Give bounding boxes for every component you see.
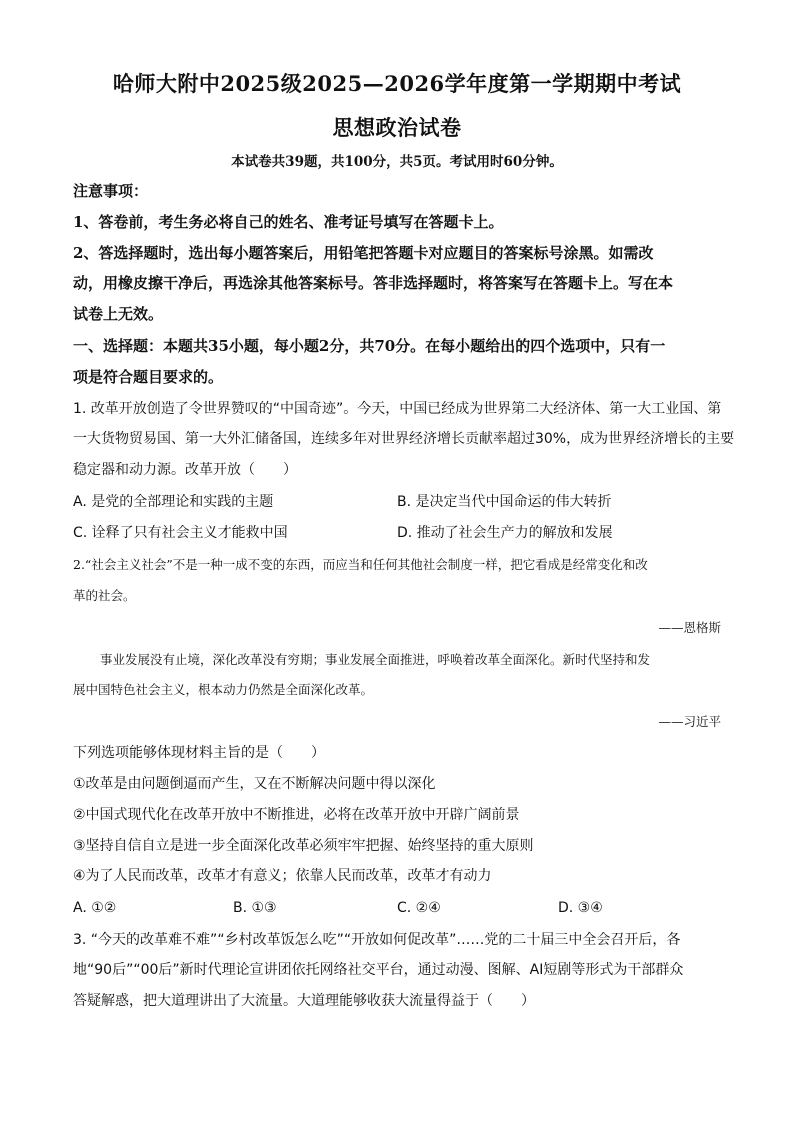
question-2-option-c: C. ②④ (397, 900, 441, 916)
question-2-attribution-1: ——恩格斯 (658, 620, 721, 635)
question-2-option-b: B. ①③ (233, 900, 277, 916)
question-2-quote-1-line-2: 革的社会。 (73, 588, 136, 603)
question-2-statement-2: ②中国式现代化在改革开放中不断推进，必将在改革开放中开辟广阔前景 (73, 807, 520, 823)
question-2-attribution-2: ——习近平 (658, 714, 721, 729)
question-2-quote-1-line-1: 2.“社会主义社会”不是一种一成不变的东西，而应当和任何其他社会制度一样，把它看成是经常变化和改 (73, 557, 648, 572)
question-1-line-3: 稳定器和动力源。改革开放（ ） (73, 462, 297, 478)
notes-item-2-line-1: 2、答选择题时，选出每小题答案后，用铅笔把答题卡对应题目的答案标号涂黑。如需改 (73, 244, 654, 262)
question-2-statement-1: ①改革是由问题倒逼而产生，又在不断解决问题中得以深化 (73, 776, 436, 792)
question-1-line-2: 一大货物贸易国、第一大外汇储备国，连续多年对世界经济增长贡献率超过30%，成为世界经济增长的主要 (73, 431, 735, 447)
exam-info: 本试卷共39题，共100分，共5页。考试用时60分钟。 (231, 154, 563, 170)
question-2-stem: 下列选项能够体现材料主旨的是（ ） (73, 745, 325, 761)
question-1-line-1: 1. 改革开放创造了令世界赞叹的“中国奇迹”。今天，中国已经成为世界第二大经济体、第一大工业国、第 (73, 401, 722, 417)
question-1-option-c: C. 诠释了只有社会主义才能救中国 (73, 525, 288, 541)
question-3-line-2: 地“90后”“00后”新时代理论宣讲团依托网络社交平台，通过动漫、图解、AI短剧等形式为干部群众 (73, 962, 684, 978)
question-2-quote-2-line-1: 事业发展没有止境，深化改革没有穷期；事业发展全面推进，呼唤着改革全面深化。新时代坚持和发 (100, 652, 651, 667)
notes-item-2-line-2: 动，用橡皮擦干净后，再选涂其他答案标号。答非选择题时，将答案写在答题卡上。写在本 (73, 274, 674, 292)
question-2-option-d: D. ③④ (558, 900, 603, 916)
notes-item-1: 1、答卷前，考生务必将自己的姓名、准考证号填写在答题卡上。 (73, 213, 504, 231)
section-1-heading-line-1: 一、选择题：本题共35小题，每小题2分，共70分。在每小题给出的四个选项中，只有一 (73, 337, 666, 355)
notes-heading: 注意事项： (73, 182, 149, 200)
question-3-line-1: 3. “今天的改革难不难”“乡村改革饭怎么吃”“开放如何促改革”……党的二十届三中全会召开后，各 (73, 932, 681, 948)
question-2-option-a: A. ①② (73, 900, 117, 916)
question-3-line-3: 答疑解惑，把大道理讲出了大流量。大道理能够收获大流量得益于（ ） (73, 993, 535, 1009)
question-2-statement-3: ③坚持自信自立是进一步全面深化改革必须牢牢把握、始终坚持的重大原则 (73, 838, 534, 854)
notes-item-2-line-3: 试卷上无效。 (73, 305, 164, 323)
question-2-statement-4: ④为了人民而改革，改革才有意义；依靠人民而改革，改革才有动力 (73, 868, 492, 884)
question-1-option-b: B. 是决定当代中国命运的伟大转折 (397, 494, 612, 510)
section-1-heading-line-2: 项是符合题目要求的。 (73, 368, 224, 386)
question-1-option-a: A. 是党的全部理论和实践的主题 (73, 494, 274, 510)
question-1-option-d: D. 推动了社会生产力的解放和发展 (397, 525, 613, 541)
exam-title: 哈师大附中2025级2025—2026学年度第一学期期中考试 (112, 71, 682, 96)
question-2-quote-2-line-2: 展中国特色社会主义，根本动力仍然是全面深化改革。 (73, 682, 374, 697)
exam-subject: 思想政治试卷 (332, 115, 462, 140)
